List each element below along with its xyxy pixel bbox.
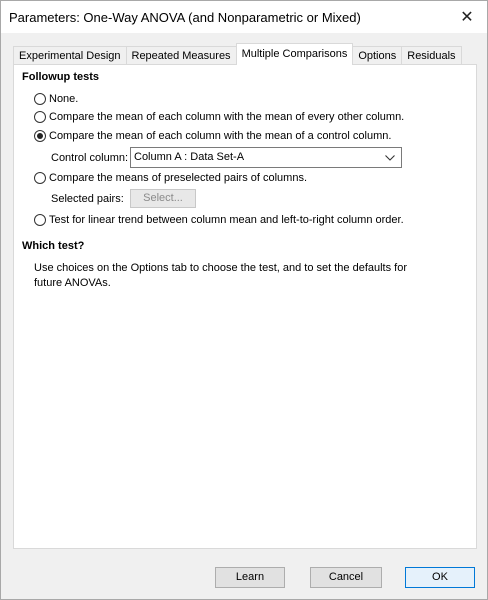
radio-option-compare-every[interactable] — [34, 111, 404, 123]
radio-label: Compare the mean of each column with the mean of a control column. — [49, 130, 392, 142]
radio-button[interactable] — [34, 111, 46, 123]
radio-label: None. — [49, 93, 79, 105]
radio-button-selected[interactable] — [34, 130, 46, 142]
radio-button[interactable] — [34, 172, 46, 184]
which-test-heading: Which test? — [22, 240, 85, 252]
radio-label: Compare the mean of each column with the mean of every other column. — [49, 111, 405, 123]
radio-option-linear-trend[interactable] — [34, 214, 404, 226]
radio-option-none[interactable] — [34, 93, 78, 105]
close-icon: ✕ — [460, 9, 474, 26]
ok-button[interactable]: OK — [405, 567, 475, 588]
radio-label: Compare the means of preselected pairs of columns. — [49, 172, 308, 184]
learn-button[interactable]: Learn — [215, 567, 285, 588]
tab-strip — [13, 43, 461, 65]
radio-button[interactable] — [34, 214, 46, 226]
tab-residuals[interactable]: Residuals — [401, 46, 461, 65]
tab-multiple-comparisons[interactable]: Multiple Comparisons — [236, 43, 354, 65]
tab-options[interactable]: Options — [352, 46, 402, 65]
close-button[interactable] — [447, 1, 487, 33]
radio-option-compare-control[interactable] — [34, 130, 391, 142]
window-title: Parameters: One-Way ANOVA (and Nonparametric or Mixed) — [9, 10, 361, 25]
radio-label: Test for linear trend between column mean and left-to-right column order. — [49, 214, 404, 226]
title-bar — [1, 1, 487, 33]
tab-repeated-measures[interactable]: Repeated Measures — [126, 46, 237, 65]
select-pairs-button[interactable]: Select... — [130, 189, 196, 208]
tab-panel — [13, 64, 477, 549]
tab-experimental-design[interactable]: Experimental Design — [13, 46, 127, 65]
cancel-button[interactable]: Cancel — [310, 567, 382, 588]
radio-option-preselected-pairs[interactable] — [34, 172, 307, 184]
chevron-down-icon — [385, 148, 395, 167]
followup-tests-heading: Followup tests — [22, 71, 99, 83]
selected-pairs-label: Selected pairs: — [51, 193, 124, 205]
control-column-label: Control column: — [51, 152, 129, 164]
control-column-value: Column A : Data Set-A — [134, 151, 245, 163]
control-column-select[interactable] — [130, 147, 402, 168]
radio-button[interactable] — [34, 93, 46, 105]
which-test-description: Use choices on the Options tab to choose the test, and to set the defaults for future ANOVAs. — [34, 262, 408, 289]
